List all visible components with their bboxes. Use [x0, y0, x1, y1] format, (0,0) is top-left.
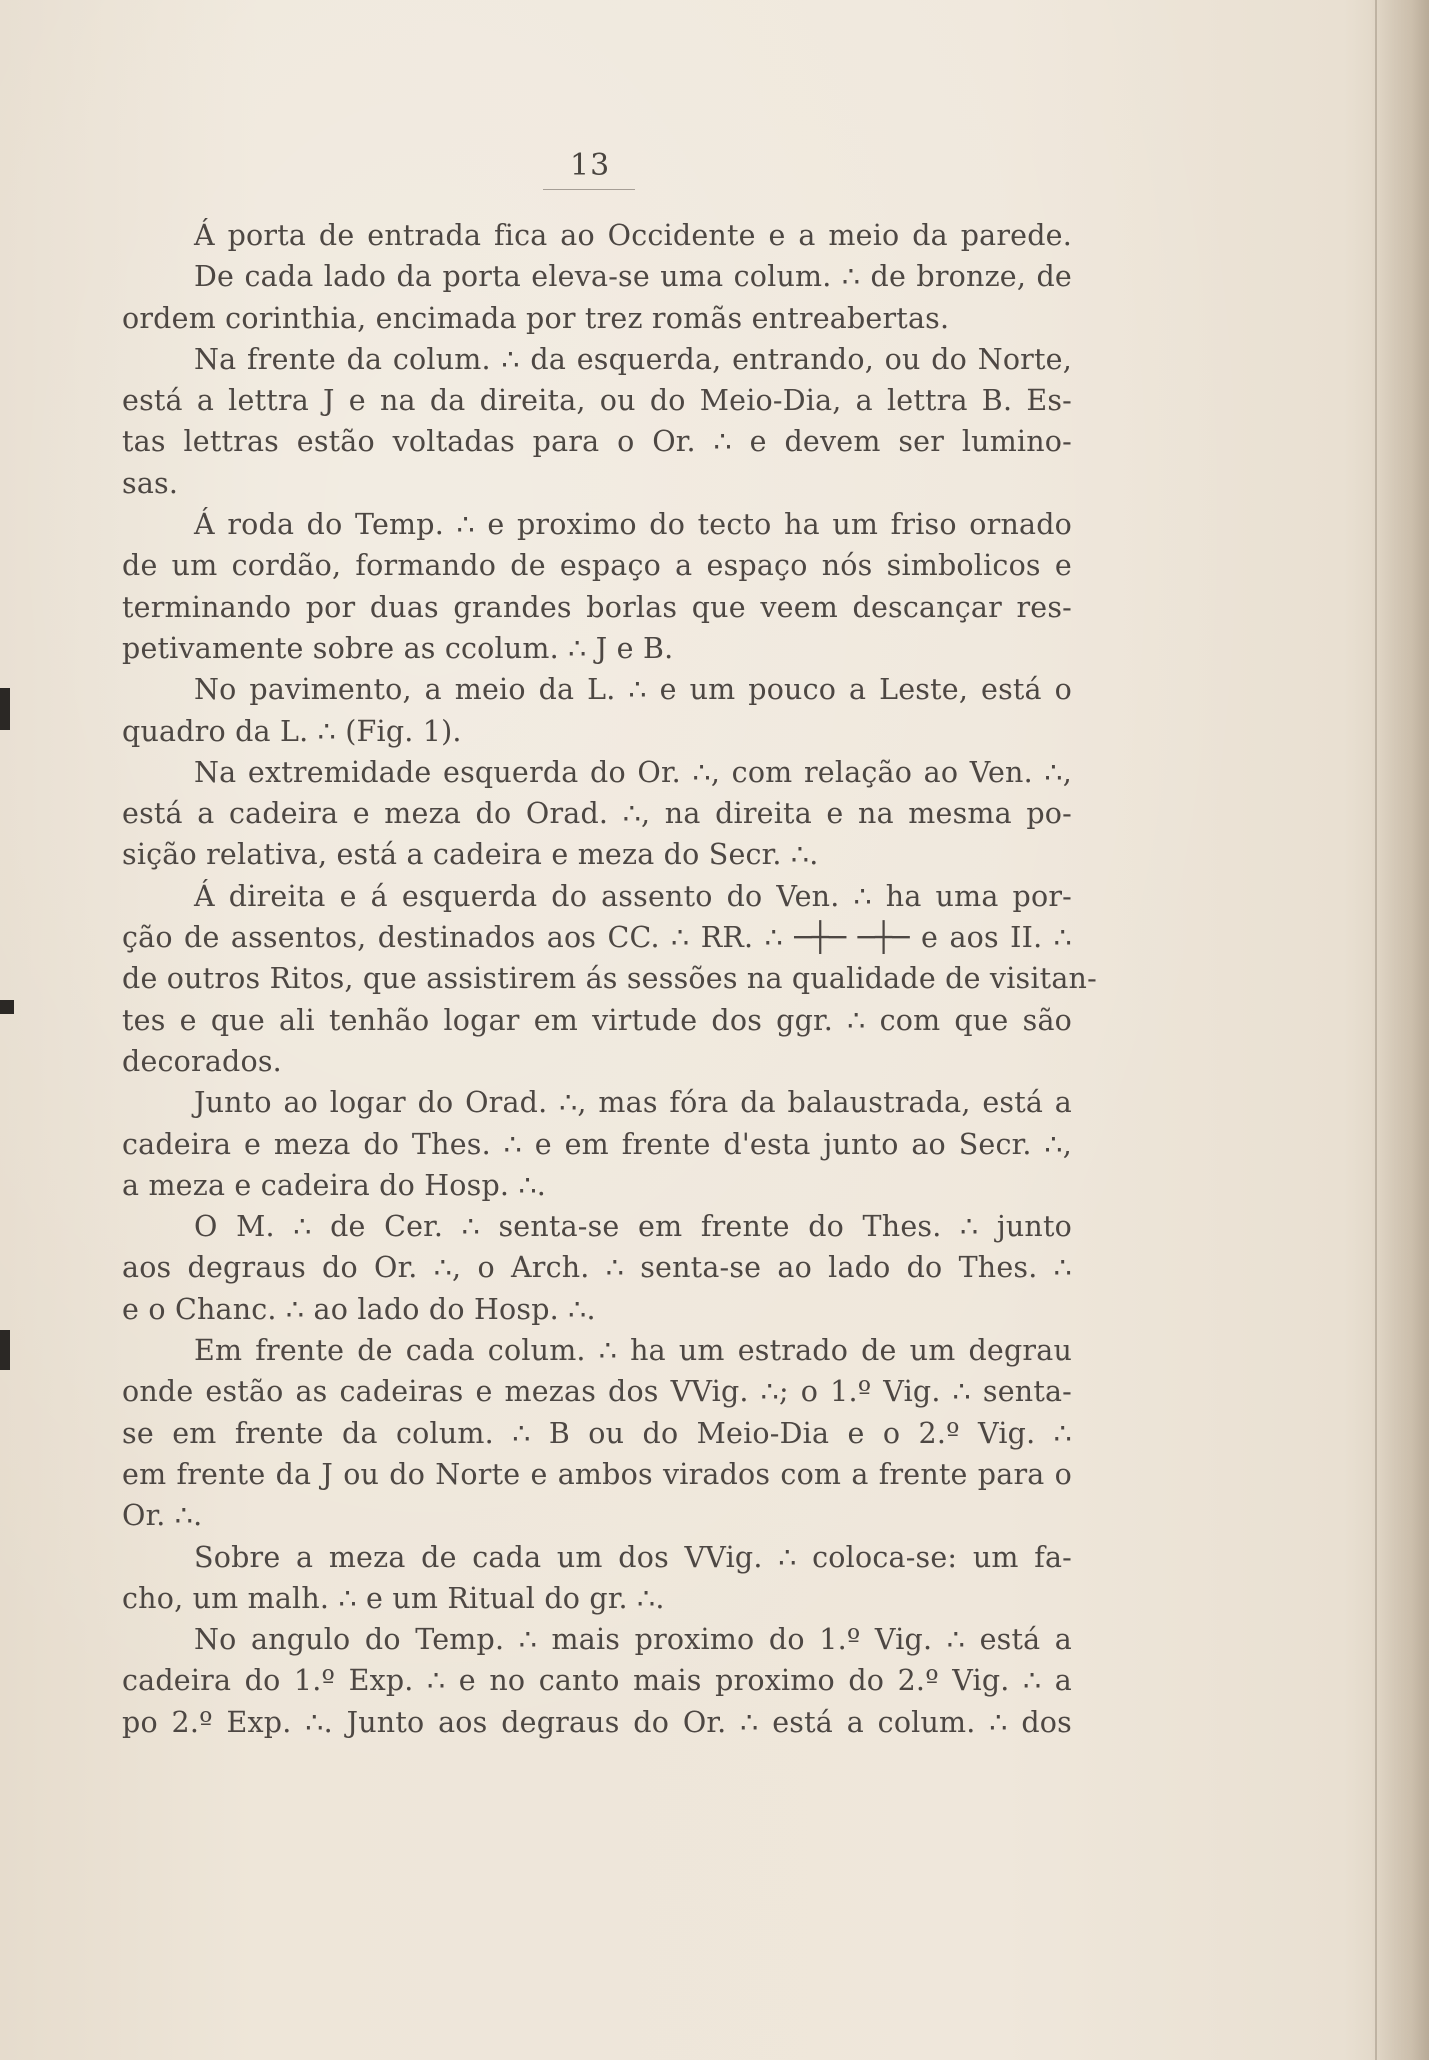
text-line: Á porta de entrada fica ao Occidente e a meio da parede.: [194, 219, 1072, 252]
page-edge-line: [1375, 0, 1377, 2060]
text-line: cho, um malh. ∴ e um Ritual do gr. ∴.: [122, 1581, 665, 1615]
page-number-rule: [543, 189, 635, 190]
text-line: Junto ao logar do Orad. ∴, mas fóra da balaustrada, está a: [194, 1086, 1072, 1120]
text-line: em frente da J ou do Norte e ambos virados com a frente para o: [122, 1457, 1072, 1491]
text-line: aos degraus do Or. ∴, o Arch. ∴ senta-se ao lado do Thes. ∴: [122, 1251, 1072, 1285]
text-line: Na extremidade esquerda do Or. ∴, com relação ao Ven. ∴,: [194, 755, 1072, 789]
text-line: ordem corinthia, encimada por trez romãs entreabertas.: [122, 301, 950, 335]
text-line: petivamente sobre as ccolum. ∴ J e B.: [122, 631, 674, 665]
margin-mark: [0, 1000, 14, 1014]
page-number: 13: [570, 148, 611, 183]
text-line: Sobre a meza de cada um dos VVig. ∴ coloca-se: um fa-: [194, 1540, 1072, 1574]
text-line: ção de assentos, destinados aos CC. ∴ RR. ∴ ─┼─ ─┼─ e aos II. ∴: [122, 921, 1072, 955]
text-line: está a lettra J e na da direita, ou do Meio-Dia, a lettra B. Es-: [122, 384, 1072, 418]
text-line: tas lettras estão voltadas para o Or. ∴ e devem ser lumino-: [122, 425, 1072, 459]
text-line: sição relativa, está a cadeira e meza do Secr. ∴.: [122, 838, 819, 872]
margin-mark: [0, 1330, 10, 1370]
text-line: cadeira e meza do Thes. ∴ e em frente d'esta junto ao Secr. ∴,: [122, 1127, 1072, 1161]
text-line: Á roda do Temp. ∴ e proximo do tecto ha um friso ornado: [194, 508, 1072, 542]
text-line: está a cadeira e meza do Orad. ∴, na direita e na mesma po-: [122, 797, 1072, 831]
text-line: Or. ∴.: [122, 1499, 203, 1533]
text-line: No angulo do Temp. ∴ mais proximo do 1.º Vig. ∴ está a: [194, 1623, 1072, 1657]
text-line: cadeira do 1.º Exp. ∴ e no canto mais proximo do 2.º Vig. ∴ a: [122, 1664, 1072, 1698]
margin-mark: [0, 688, 10, 730]
text-line: terminando por duas grandes borlas que veem descançar res-: [122, 590, 1072, 624]
page-edge-shadow: [1371, 0, 1429, 2060]
text-line: sas.: [122, 466, 179, 500]
text-line: tes e que ali tenhão logar em virtude dos ggr. ∴ com que são: [122, 1003, 1072, 1037]
text-line: O M. ∴ de Cer. ∴ senta-se em frente do Thes. ∴ junto: [194, 1210, 1072, 1244]
text-line: Á direita e á esquerda do assento do Ven. ∴ ha uma por-: [194, 879, 1072, 913]
text-line: No pavimento, a meio da L. ∴ e um pouco a Leste, está o: [194, 673, 1072, 707]
text-line: de um cordão, formando de espaço a espaço nós simbolicos e: [122, 549, 1072, 583]
text-line: a meza e cadeira do Hosp. ∴.: [122, 1168, 547, 1202]
text-line: onde estão as cadeiras e mezas dos VVig. ∴; o 1.º Vig. ∴ senta-: [122, 1375, 1072, 1409]
text-line: se em frente da colum. ∴ B ou do Meio-Dia e o 2.º Vig. ∴: [122, 1416, 1072, 1450]
body-text: [122, 215, 1097, 1743]
text-line: po 2.º Exp. ∴. Junto aos degraus do Or. ∴ está a colum. ∴ dos: [122, 1705, 1072, 1739]
text-line: decorados.: [122, 1044, 282, 1078]
text-line: de outros Ritos, que assistirem ás sessões na qualidade de visitan-: [122, 962, 1097, 996]
text-line: Em frente de cada colum. ∴ ha um estrado de um degrau: [194, 1334, 1072, 1368]
text-line: e o Chanc. ∴ ao lado do Hosp. ∴.: [122, 1292, 596, 1326]
text-line: Na frente da colum. ∴ da esquerda, entrando, ou do Norte,: [194, 342, 1072, 376]
text-line: De cada lado da porta eleva-se uma colum. ∴ de bronze, de: [194, 260, 1072, 294]
text-line: quadro da L. ∴ (Fig. 1).: [122, 714, 462, 748]
